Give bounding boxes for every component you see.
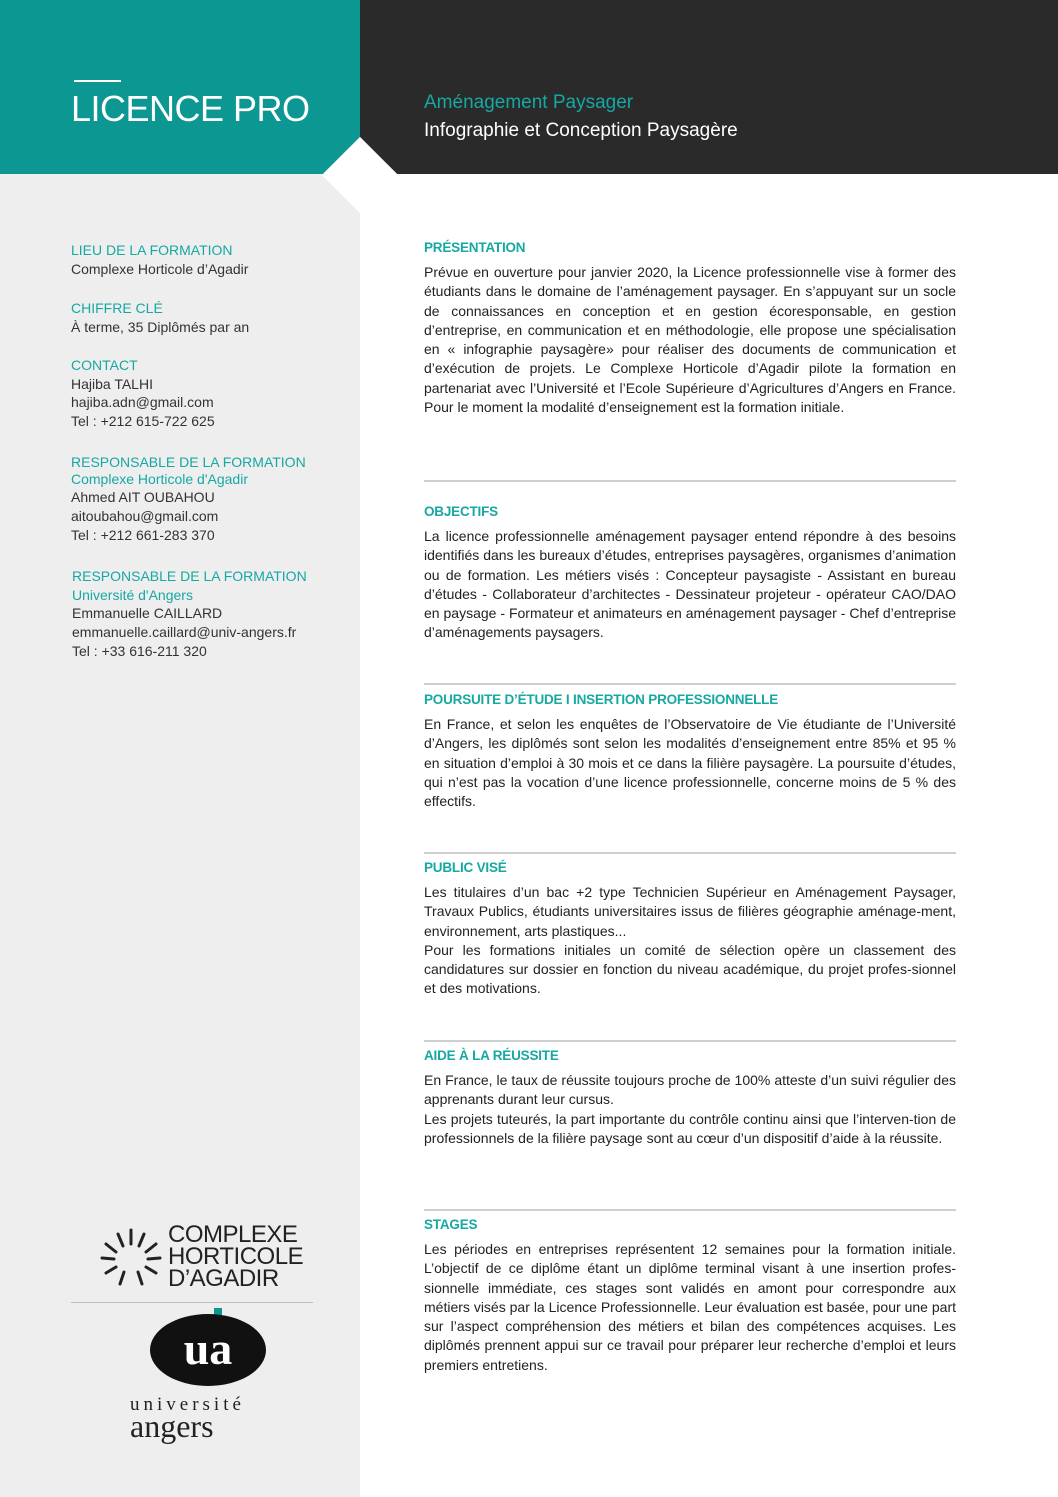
lieu-value: Complexe Horticole d’Agadir xyxy=(71,260,249,277)
section-body-poursuite: En France, et selon les enquêtes de l’Observatoire de Vie étudiante de l’Université d’Angers, les diplômés sont selon les modalités d’enseignement entre 85% et 95 % en situation d’emploi à 30 mois et ce dans la filière paysagère. La poursuite d’études, qui n’est pas la vocation d’une licence professionnelle, concerne moins de 5 % des effectifs. xyxy=(424,716,956,810)
chiffre-value: À terme, 35 Diplômés par an xyxy=(71,318,250,335)
responsable2-label: RESPONSABLE DE LA FORMATION xyxy=(72,568,307,584)
ua-mark-text: ua xyxy=(183,1323,233,1374)
section-title-presentation: PRÉSENTATION xyxy=(424,240,526,255)
responsable2-email[interactable]: emmanuelle.caillard@univ-angers.fr xyxy=(72,624,297,641)
section-title-poursuite: POURSUITE D’ÉTUDE I INSERTION PROFESSIONNELLE xyxy=(424,692,779,707)
public-paragraph-2: Pour les formations initiales un comité de sélection opère un classement des candidatures sur dossier en fonction du niveau académique, du projet profes-sionnel et des motivations. xyxy=(424,941,956,997)
contact-name: Hajiba TALHI xyxy=(71,375,153,392)
responsable1-email[interactable]: aitoubahou@gmail.com xyxy=(71,508,219,525)
page-title: LICENCE PRO xyxy=(71,88,310,129)
section-body-objectifs: La licence professionnelle aménagement paysager entend répondre à des besoins identifiés dans les bureaux d’études, entreprises paysagères, organismes d’animation ou de formation. Les métiers visés : Concepteur paysagiste - Assistant en bureau d’études - Collaborateur d’architectes - Dessinateur projeteur - opérateur CAO/DAO en paysage - Formateur et animateurs en aménagement paysager - Chef d’entreprise d’aménagements paysagers. xyxy=(424,528,956,641)
section-divider xyxy=(424,480,956,482)
chiffre-label: CHIFFRE CLÉ xyxy=(71,300,163,316)
sidebar-responsable-agadir xyxy=(71,453,351,545)
section-body-stages: Les périodes en entreprises représentent 12 semaines pour la formation initiale. L’objectif de ce diplôme étant un diplôme terminal visant à une insertion profes-sionnelle immédiate, ces stages sont validés en amont pour correspondre aux métiers visés par la Licence Professionnelle. Leur évaluation est basée, pour une part sur l’aspect compréhension des métiers et bilan des compétences acquises. Les diplômés prennent appui sur ce travail pour préparer leur recherche d’emploi et leurs premiers entretiens. xyxy=(424,1241,956,1373)
section-divider xyxy=(424,1209,956,1211)
sidebar-lieu xyxy=(71,241,351,278)
sidebar-responsable-angers xyxy=(72,567,352,661)
logo-complexe-line1: COMPLEXE xyxy=(168,1221,298,1248)
section-objectifs xyxy=(424,504,956,643)
section-body-aide xyxy=(424,1071,956,1148)
complexe-horticole-logo xyxy=(96,1222,316,1294)
responsable1-label: RESPONSABLE DE LA FORMATION xyxy=(71,454,306,470)
responsable2-institution: Université d'Angers xyxy=(72,586,193,603)
section-divider xyxy=(424,683,956,685)
section-title-public: PUBLIC VISÉ xyxy=(424,860,507,875)
responsable1-name: Ahmed AIT OUBAHOU xyxy=(71,489,215,506)
public-paragraph-1: Les titulaires d’un bac +2 type Technicien Supérieur en Aménagement Paysager, Travaux Publics, étudiants universitaires issus de filières géographie aménage-ment, environnement, arts plastiques... xyxy=(424,884,956,939)
contact-email[interactable]: hajiba.adn@gmail.com xyxy=(71,394,214,411)
section-title-aide: AIDE À LA RÉUSSITE xyxy=(424,1048,559,1063)
logo-angers-line2: angers xyxy=(130,1408,214,1444)
contact-tel: Tel : +212 615-722 625 xyxy=(71,413,215,430)
header-subtitle-band xyxy=(360,0,1058,174)
responsable1-tel: Tel : +212 661-283 370 xyxy=(71,526,215,543)
title-rule xyxy=(74,80,121,82)
section-divider xyxy=(424,1040,956,1042)
lieu-label: LIEU DE LA FORMATION xyxy=(71,242,233,258)
section-divider xyxy=(424,852,956,854)
subtitle-program: Aménagement Paysager xyxy=(424,92,634,113)
responsable1-institution: Complexe Horticole d'Agadir xyxy=(71,470,248,487)
section-title-stages: STAGES xyxy=(424,1217,478,1232)
responsable2-name: Emmanuelle CAILLARD xyxy=(72,605,223,622)
section-stages xyxy=(424,1217,956,1375)
subtitle-specialty: Infographie et Conception Paysagère xyxy=(424,120,738,141)
contact-label: CONTACT xyxy=(71,357,138,373)
section-body-public xyxy=(424,883,956,999)
logo-divider xyxy=(71,1302,313,1303)
section-presentation xyxy=(424,240,956,417)
aide-paragraph-1: En France, le taux de réussite toujours proche de 100% atteste d’un suivi régulier des apprenants durant leur cursus. xyxy=(424,1072,956,1108)
section-public xyxy=(424,860,956,999)
logo-complexe-line3: D’AGADIR xyxy=(168,1265,279,1292)
sidebar-chiffre xyxy=(71,299,351,336)
aide-paragraph-2: Les projets tuteurés, la part importante du contrôle continu ainsi que l’interven-tion de professionnels de la filière paysage sont au cœur d’un dispositif d’aide à la réussite. xyxy=(424,1110,956,1146)
section-title-objectifs: OBJECTIFS xyxy=(424,504,498,519)
section-poursuite xyxy=(424,692,956,811)
logo-angers-line1: université xyxy=(130,1394,245,1415)
header-title-band xyxy=(0,0,360,174)
ua-mark-icon xyxy=(128,1308,268,1392)
sidebar-contact xyxy=(71,356,351,431)
responsable2-tel: Tel : +33 616-211 320 xyxy=(72,642,207,659)
section-body-presentation: Prévue en ouverture pour janvier 2020, la Licence professionnelle vise à former des étudiants dans le domaine de l’aménagement paysager. En s’appuyant sur un socle de connaissances en conception et en gestion écoresponsable, en gestion d’entreprise, en communication et en méthodologie, elle propose une spécialisation en « infographie paysagère» pour réaliser des documents de communication et d’exécution de projets. Le Complexe Horticole d’Agadir pilote la formation en partenariat avec l’Université et l’Ecole Supérieure d’Agricultures d’Angers en France. Pour le moment la modalité d’enseignement est la formation initiale. xyxy=(424,264,956,416)
logo-complexe-line2: HORTICOLE xyxy=(168,1243,304,1270)
starburst-icon xyxy=(96,1226,166,1290)
universite-angers-logo xyxy=(128,1308,268,1448)
section-aide xyxy=(424,1048,956,1148)
